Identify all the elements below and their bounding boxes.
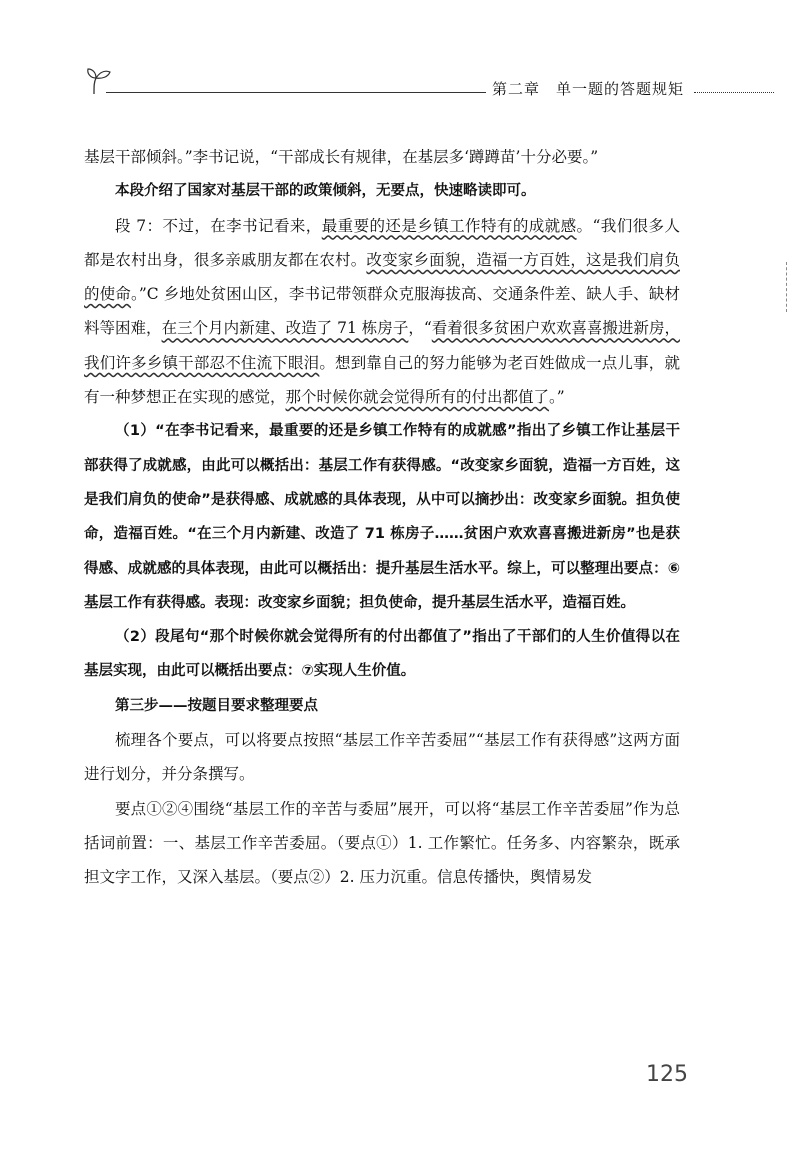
paragraph-7-end: 。” — [549, 388, 565, 407]
paragraph-7-text: 。”C 乡地处贫困山区，李书记带领群众克服海拔高、交通条件差、缺人手、缺材料等困难， — [84, 285, 680, 338]
step-heading: 第三步——按题目要求整理要点 — [115, 697, 318, 714]
underlined-phrase: 看着很多贫困户欢欢喜喜搬进新房，我们许多乡镇干部忍不住流下眼泪 — [84, 319, 680, 372]
paragraph-sorting: 梳理各个要点，可以将要点按照“基层工作辛苦委屈”“基层工作有获得感”这两方面进行划分，并分条撰写。 — [84, 731, 680, 784]
header-rule — [106, 92, 544, 93]
paragraph-7-lead: 段 7：不过，在李书记看来， — [115, 216, 322, 235]
paragraph-continuation: 基层干部倾斜。”李书记说，“干部成长有规律，在基层多‘蹲蹲苗’十分必要。” — [84, 148, 599, 166]
commentary-note: 本段介绍了国家对基层干部的政策倾斜，无要点，快速略读即可。 — [115, 183, 536, 200]
chapter-title: 第二章 单一题的答题规矩 — [486, 78, 690, 99]
running-header — [84, 64, 774, 104]
header-dotted-rule — [694, 92, 774, 93]
underlined-phrase: 在三个月内新建、改造了 71 栋房子 — [161, 319, 409, 338]
paragraph-points: 要点①②④围绕“基层工作的辛苦与委屈”展开，可以将“基层工作辛苦委屈”作为总括词前置：一、基层工作辛苦委屈。（要点①）1. 工作繁忙。任务多、内容繁杂，既承担文字工作，又深入基层。（要点②）2. 压力沉重。信息传播快，舆情易发 — [84, 799, 680, 887]
paragraph-7-text: 。“我们很多人都是农村出身，很多亲戚朋友都在农村。 — [84, 216, 680, 269]
underlined-phrase: 改变家乡面貌，造福一方百姓，这是我们肩负的使命 — [84, 250, 680, 304]
scan-edge-mark — [786, 262, 791, 312]
paragraph-7-text: ，“ — [408, 319, 432, 338]
underlined-phrase: 那个时候你就会觉得所有的付出都值了 — [285, 388, 550, 407]
page-body — [84, 140, 680, 895]
analysis-point-1: （1）“在李书记看来，最重要的还是乡镇工作特有的成就感”指出了乡镇工作让基层干部获得了成就感，由此可以概括出：基层工作有获得感。“改变家乡面貌，造福一方百姓，这是我们肩负的使命”是获得感、成就感的具体表现，从中可以摘抄出：改变家乡面貌。担负使命，造福百姓。“在三个月内新建、改造了 71 栋房子……贫困户欢欢喜喜搬进新房”也是获得感、成就感的具体表现，由此可以概括出：提升基层生活水平。综上，可以整理出要点：⑥基层工作有获得感。表现：改变家乡面貌；担负使命，提升基层生活水平，造福百姓。 — [84, 423, 680, 611]
page-number: 125 — [646, 1062, 688, 1087]
underlined-phrase: 最重要的还是乡镇工作特有的成就感 — [321, 216, 577, 235]
analysis-point-2: （2）段尾句“那个时候你就会觉得所有的付出都值了”指出了干部们的人生价值得以在基层实现，由此可以概括出要点：⑦实现人生价值。 — [84, 629, 680, 680]
paragraph-7 — [84, 209, 680, 415]
paragraph-7-text: 。想到靠自己的努力能够为老百姓做成一点儿事，就有一种梦想正在实现的感觉， — [84, 353, 680, 407]
